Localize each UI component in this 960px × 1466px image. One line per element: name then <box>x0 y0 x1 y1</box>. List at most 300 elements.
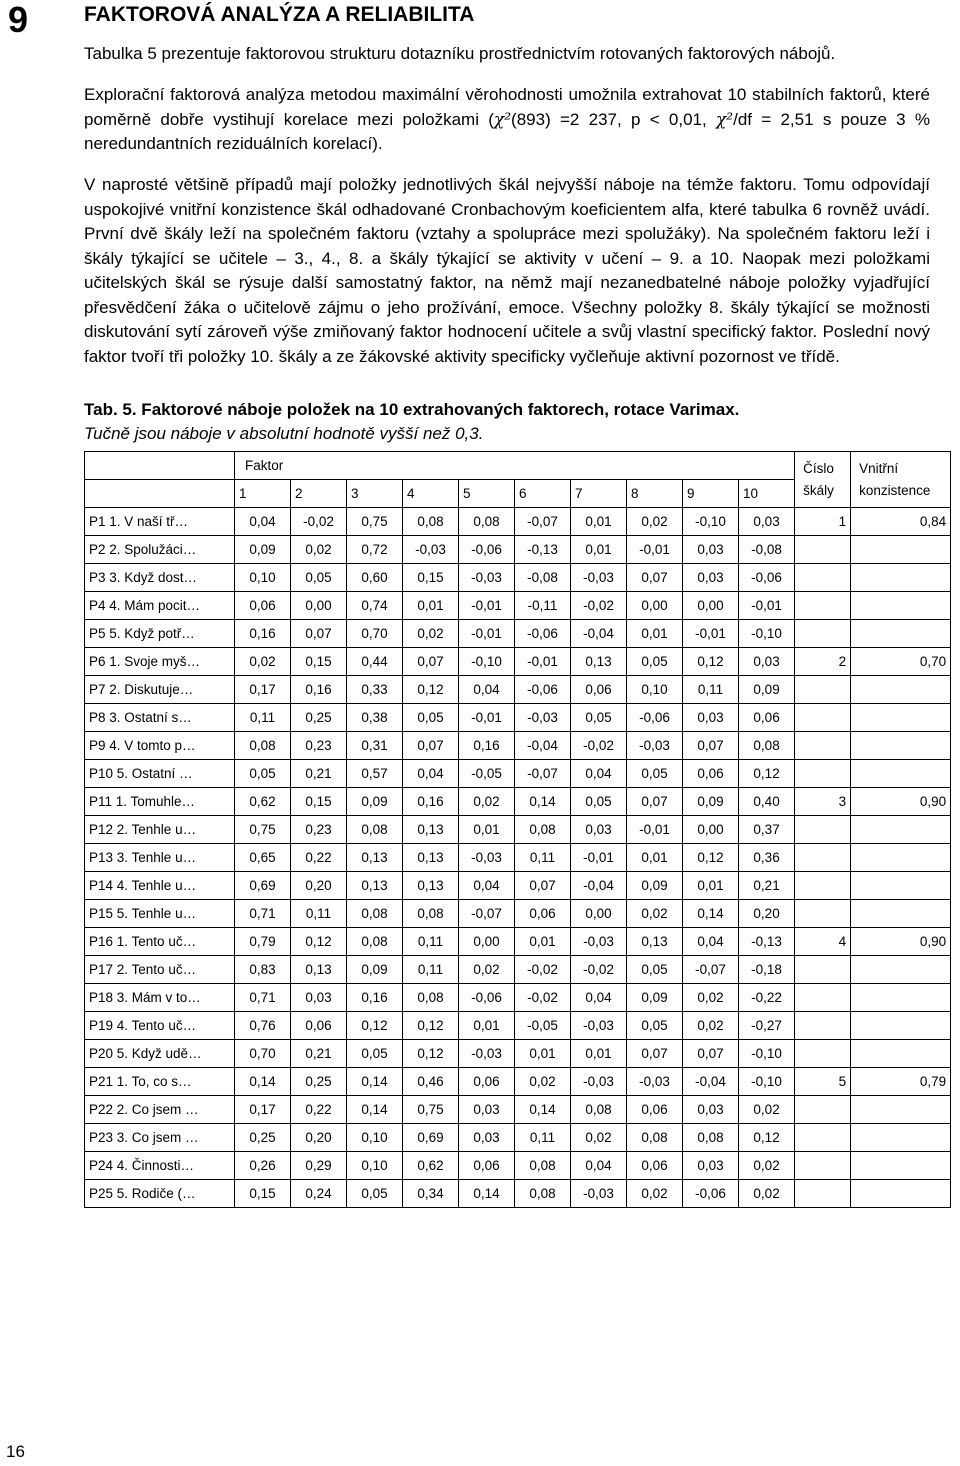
loading-cell: 0,07 <box>627 1040 683 1068</box>
loading-cell: -0,08 <box>515 564 571 592</box>
loading-cell: 0,11 <box>235 704 291 732</box>
loading-cell: 0,06 <box>235 592 291 620</box>
loading-cell: 0,08 <box>683 1124 739 1152</box>
loading-cell: 0,08 <box>459 508 515 536</box>
internal-consistency-cell <box>851 704 951 732</box>
chapter-title: FAKTOROVÁ ANALÝZA A RELIABILITA <box>84 3 475 26</box>
loading-cell: 0,20 <box>291 1124 347 1152</box>
loading-cell: 0,00 <box>291 592 347 620</box>
loading-cell: -0,01 <box>571 844 627 872</box>
factor-header: Faktor <box>235 452 795 480</box>
factor-number-header: 1 <box>235 480 291 508</box>
loading-cell: 0,08 <box>515 816 571 844</box>
loading-cell: -0,06 <box>739 564 795 592</box>
loading-cell: 0,13 <box>347 872 403 900</box>
internal-consistency-cell <box>851 536 951 564</box>
table-row <box>85 928 951 956</box>
factor-number-header: 3 <box>347 480 403 508</box>
loading-cell: 0,10 <box>347 1152 403 1180</box>
loading-cell: -0,04 <box>571 620 627 648</box>
loading-cell: 0,07 <box>403 648 459 676</box>
loading-cell: 0,04 <box>571 1152 627 1180</box>
table-row <box>85 732 951 760</box>
item-label: P6 1. Svoje myš… <box>85 648 235 676</box>
loading-cell: -0,06 <box>683 1180 739 1208</box>
internal-consistency-cell <box>851 1012 951 1040</box>
loading-cell: -0,04 <box>571 872 627 900</box>
loading-cell: 0,03 <box>459 1096 515 1124</box>
loading-cell: 0,01 <box>571 536 627 564</box>
loading-cell: 0,79 <box>235 928 291 956</box>
loading-cell: 0,04 <box>571 760 627 788</box>
loading-cell: 0,02 <box>739 1152 795 1180</box>
table-row <box>85 872 951 900</box>
loading-cell: -0,06 <box>627 704 683 732</box>
loading-cell: 0,16 <box>291 676 347 704</box>
loading-cell: 0,14 <box>515 788 571 816</box>
loading-cell: -0,18 <box>739 956 795 984</box>
item-label: P13 3. Tenhle u… <box>85 844 235 872</box>
loading-cell: -0,13 <box>739 928 795 956</box>
internal-consistency-cell <box>851 760 951 788</box>
loading-cell: 0,70 <box>235 1040 291 1068</box>
loading-cell: 0,02 <box>459 788 515 816</box>
scale-number-cell <box>795 676 851 704</box>
loading-cell: 0,13 <box>627 928 683 956</box>
loading-cell: 0,09 <box>235 536 291 564</box>
table-row <box>85 1040 951 1068</box>
loading-cell: 0,05 <box>571 704 627 732</box>
loading-cell: 0,06 <box>459 1068 515 1096</box>
table-header-corner <box>85 480 235 508</box>
internal-consistency-header: Vnitřní konzistence <box>851 452 951 508</box>
loading-cell: 0,16 <box>347 984 403 1012</box>
loading-cell: 0,22 <box>291 1096 347 1124</box>
loading-cell: -0,01 <box>515 648 571 676</box>
loading-cell: -0,03 <box>571 1180 627 1208</box>
loading-cell: 0,26 <box>235 1152 291 1180</box>
scale-number-cell <box>795 536 851 564</box>
loading-cell: -0,08 <box>739 536 795 564</box>
loading-cell: -0,03 <box>403 536 459 564</box>
loading-cell: 0,12 <box>347 1012 403 1040</box>
loading-cell: 0,12 <box>739 760 795 788</box>
loading-cell: 0,03 <box>683 536 739 564</box>
loading-cell: 0,02 <box>739 1180 795 1208</box>
table-row <box>85 1096 951 1124</box>
loading-cell: 0,14 <box>683 900 739 928</box>
page-number: 16 <box>6 1442 25 1461</box>
loading-cell: -0,07 <box>459 900 515 928</box>
table-caption-note: Tučně jsou náboje v absolutní hodnotě vyšší než 0,3. <box>84 424 484 443</box>
paragraph-interpretation: V naprosté většině případů mají položky jednotlivých škál nejvyšší náboje na témže faktoru. Tomu odpovídají uspokojivé vnitřní konzistence škál odhadované Cronbachovým koeficientem alfa, které tabulka 6 rovněž uvádí. První dvě škály leží na společném faktoru (vztahy a spolupráce mezi spolužáky). Na společném faktoru leží i škály týkající se učitele – 3., 4., 8. a škály týkající se aktivity v učení – 9. a 10. Naopak mezi položkami učitelských škál se rýsuje další samostatný faktor, na němž mají nezanedbatelné náboje položky vyjadřující přesvědčení žáka o učitelově zájmu o jeho prožívání, emoce. Všechny položky 8. škály týkající se možnosti diskutování sytí zároveň výše zmiňovaný faktor hodnocení učitele a svůj vlastní specifický faktor. Poslední nový faktor tvoří tři položky 10. škály a ze žákovské aktivity specificky vyčleňuje aktivní pozornost ve třídě. <box>84 175 930 366</box>
scale-number-cell <box>795 844 851 872</box>
loading-cell: 0,02 <box>235 648 291 676</box>
loading-cell: 0,09 <box>347 788 403 816</box>
loading-cell: 0,40 <box>739 788 795 816</box>
loading-cell: 0,03 <box>739 648 795 676</box>
loading-cell: 0,25 <box>235 1124 291 1152</box>
factor-number-header: 9 <box>683 480 739 508</box>
loading-cell: 0,12 <box>291 928 347 956</box>
loading-cell: 0,06 <box>291 1012 347 1040</box>
loading-cell: 0,13 <box>347 844 403 872</box>
factor-number-header: 7 <box>571 480 627 508</box>
scale-number-cell <box>795 760 851 788</box>
loading-cell: 0,02 <box>459 956 515 984</box>
table-row <box>85 760 951 788</box>
loading-cell: 0,10 <box>627 676 683 704</box>
loading-cell: 0,02 <box>627 900 683 928</box>
loading-cell: -0,05 <box>459 760 515 788</box>
loading-cell: 0,10 <box>347 1124 403 1152</box>
scale-number-cell <box>795 872 851 900</box>
loading-cell: 0,11 <box>683 676 739 704</box>
loading-cell: 0,06 <box>627 1096 683 1124</box>
loading-cell: 0,01 <box>459 816 515 844</box>
table-row <box>85 1068 951 1096</box>
loading-cell: 0,01 <box>627 844 683 872</box>
loading-cell: 0,05 <box>347 1180 403 1208</box>
loading-cell: 0,62 <box>403 1152 459 1180</box>
loading-cell: 0,57 <box>347 760 403 788</box>
loading-cell: 0,08 <box>739 732 795 760</box>
loading-cell: -0,01 <box>459 620 515 648</box>
loading-cell: 0,12 <box>403 1012 459 1040</box>
internal-consistency-cell <box>851 956 951 984</box>
scale-number-cell <box>795 1124 851 1152</box>
loading-cell: 0,08 <box>627 1124 683 1152</box>
loading-cell: 0,05 <box>235 760 291 788</box>
item-label: P2 2. Spolužáci… <box>85 536 235 564</box>
loading-cell: -0,03 <box>459 564 515 592</box>
loading-cell: 0,76 <box>235 1012 291 1040</box>
paragraph-intro: Tabulka 5 prezentuje faktorovou strukturu dotazníku prostřednictvím rotovaných faktorových nábojů. <box>84 44 836 63</box>
loading-cell: -0,01 <box>459 592 515 620</box>
scale-number-cell <box>795 592 851 620</box>
table-caption-title: Tab. 5. Faktorové náboje položek na 10 extrahovaných faktorech, rotace Varimax. <box>84 400 740 419</box>
loading-cell: 0,75 <box>403 1096 459 1124</box>
scale-number-cell <box>795 956 851 984</box>
loading-cell: 0,07 <box>515 872 571 900</box>
table-row <box>85 1152 951 1180</box>
loading-cell: 0,12 <box>683 844 739 872</box>
item-label: P4 4. Mám pocit… <box>85 592 235 620</box>
paragraph-analysis <box>84 83 930 157</box>
loading-cell: -0,07 <box>515 508 571 536</box>
loading-cell: 0,01 <box>459 1012 515 1040</box>
internal-consistency-cell <box>851 620 951 648</box>
loading-cell: 0,12 <box>683 648 739 676</box>
loading-cell: 0,22 <box>291 844 347 872</box>
loading-cell: 0,02 <box>739 1096 795 1124</box>
loading-cell: 0,07 <box>291 620 347 648</box>
internal-consistency-cell <box>851 1152 951 1180</box>
loading-cell: 0,04 <box>459 872 515 900</box>
loading-cell: 0,03 <box>459 1124 515 1152</box>
loading-cell: 0,13 <box>291 956 347 984</box>
loading-cell: 0,08 <box>515 1152 571 1180</box>
scale-number-cell <box>795 1012 851 1040</box>
loading-cell: 0,23 <box>291 732 347 760</box>
table-row <box>85 1012 951 1040</box>
item-label: P3 3. Když dost… <box>85 564 235 592</box>
loading-cell: 0,25 <box>291 1068 347 1096</box>
loading-cell: -0,01 <box>627 536 683 564</box>
item-label: P10 5. Ostatní … <box>85 760 235 788</box>
chapter-number: 9 <box>8 0 29 40</box>
table-row <box>85 1180 951 1208</box>
loading-cell: -0,01 <box>739 592 795 620</box>
table-row <box>85 984 951 1012</box>
loading-cell: -0,02 <box>291 508 347 536</box>
table-row <box>85 536 951 564</box>
scale-number-cell: 2 <box>795 648 851 676</box>
loading-cell: 0,00 <box>683 816 739 844</box>
loading-cell: -0,10 <box>683 508 739 536</box>
loading-cell: 0,37 <box>739 816 795 844</box>
loading-cell: 0,15 <box>291 648 347 676</box>
loading-cell: 0,08 <box>403 900 459 928</box>
loading-cell: 0,25 <box>291 704 347 732</box>
item-label: P8 3. Ostatní s… <box>85 704 235 732</box>
loading-cell: -0,03 <box>571 1068 627 1096</box>
loading-cell: -0,10 <box>739 620 795 648</box>
table-row <box>85 564 951 592</box>
loading-cell: 0,72 <box>347 536 403 564</box>
loading-cell: 0,02 <box>515 1068 571 1096</box>
scale-number-cell <box>795 564 851 592</box>
table-row <box>85 508 951 536</box>
internal-consistency-cell <box>851 564 951 592</box>
loading-cell: 0,04 <box>403 760 459 788</box>
table-header-corner <box>85 452 235 480</box>
loading-cell: 0,04 <box>235 508 291 536</box>
loading-cell: 0,12 <box>403 676 459 704</box>
loading-cell: -0,03 <box>459 1040 515 1068</box>
loading-cell: 0,05 <box>347 1040 403 1068</box>
loading-cell: 0,05 <box>291 564 347 592</box>
scale-number-cell: 3 <box>795 788 851 816</box>
loading-cell: -0,06 <box>459 536 515 564</box>
loading-cell: 0,02 <box>627 1180 683 1208</box>
loading-cell: 0,02 <box>683 984 739 1012</box>
loading-cell: -0,10 <box>739 1040 795 1068</box>
internal-consistency-cell <box>851 816 951 844</box>
loading-cell: 0,14 <box>347 1068 403 1096</box>
item-label: P12 2. Tenhle u… <box>85 816 235 844</box>
loading-cell: 0,83 <box>235 956 291 984</box>
loading-cell: 0,08 <box>347 816 403 844</box>
internal-consistency-cell: 0,90 <box>851 928 951 956</box>
scale-number-cell <box>795 732 851 760</box>
loading-cell: 0,15 <box>403 564 459 592</box>
loading-cell: 0,03 <box>291 984 347 1012</box>
loading-cell: 0,13 <box>403 844 459 872</box>
loading-cell: 0,15 <box>235 1180 291 1208</box>
loading-cell: 0,05 <box>403 704 459 732</box>
scale-number-cell: 4 <box>795 928 851 956</box>
loading-cell: 0,14 <box>459 1180 515 1208</box>
loading-cell: -0,02 <box>515 956 571 984</box>
table-row <box>85 900 951 928</box>
paragraph-analysis-part-c: /df = 2,51 s pouze 3 % neredundantních reziduálních korelací). <box>84 109 930 153</box>
loading-cell: 0,03 <box>683 1152 739 1180</box>
loading-cell: 0,04 <box>571 984 627 1012</box>
loading-cell: 0,70 <box>347 620 403 648</box>
loading-cell: 0,05 <box>571 788 627 816</box>
loading-cell: 0,21 <box>291 760 347 788</box>
loading-cell: -0,06 <box>459 984 515 1012</box>
item-label: P20 5. Když udě… <box>85 1040 235 1068</box>
loading-cell: 0,17 <box>235 676 291 704</box>
loading-cell: 0,09 <box>347 956 403 984</box>
loading-cell: 0,02 <box>403 620 459 648</box>
loading-cell: 0,74 <box>347 592 403 620</box>
loading-cell: 0,03 <box>683 704 739 732</box>
loading-cell: 0,13 <box>403 872 459 900</box>
item-label: P7 2. Diskutuje… <box>85 676 235 704</box>
loading-cell: 0,08 <box>235 732 291 760</box>
loading-cell: 0,11 <box>403 928 459 956</box>
table-row <box>85 844 951 872</box>
item-label: P11 1. Tomuhle… <box>85 788 235 816</box>
loading-cell: 0,07 <box>403 732 459 760</box>
loading-cell: -0,01 <box>627 816 683 844</box>
loading-cell: 0,44 <box>347 648 403 676</box>
loading-cell: 0,00 <box>459 928 515 956</box>
loading-cell: 0,38 <box>347 704 403 732</box>
loading-cell: 0,36 <box>739 844 795 872</box>
loading-cell: 0,69 <box>235 872 291 900</box>
loading-cell: 0,03 <box>683 1096 739 1124</box>
loading-cell: 0,08 <box>403 508 459 536</box>
loading-cell: -0,04 <box>515 732 571 760</box>
loading-cell: 0,02 <box>291 536 347 564</box>
loading-cell: 0,20 <box>291 872 347 900</box>
factor-number-header: 5 <box>459 480 515 508</box>
loading-cell: 0,23 <box>291 816 347 844</box>
loading-cell: -0,01 <box>683 620 739 648</box>
scale-number-cell <box>795 816 851 844</box>
loading-cell: 0,01 <box>627 620 683 648</box>
loading-cell: 0,14 <box>235 1068 291 1096</box>
loading-cell: -0,11 <box>515 592 571 620</box>
table-row <box>85 648 951 676</box>
table-row <box>85 816 951 844</box>
internal-consistency-cell <box>851 732 951 760</box>
loading-cell: -0,27 <box>739 1012 795 1040</box>
internal-consistency-cell <box>851 1040 951 1068</box>
table-row <box>85 956 951 984</box>
loading-cell: 0,14 <box>347 1096 403 1124</box>
loading-cell: 0,08 <box>403 984 459 1012</box>
factor-number-header: 4 <box>403 480 459 508</box>
scale-number-cell <box>795 1040 851 1068</box>
chi-square-symbol: χ² <box>493 109 512 130</box>
scale-number-cell <box>795 1152 851 1180</box>
scale-number-cell <box>795 620 851 648</box>
item-label: P18 3. Mám v to… <box>85 984 235 1012</box>
loading-cell: 0,05 <box>627 1012 683 1040</box>
item-label: P15 5. Tenhle u… <box>85 900 235 928</box>
loading-cell: -0,04 <box>683 1068 739 1096</box>
loading-cell: 0,69 <box>403 1124 459 1152</box>
loading-cell: 0,07 <box>683 732 739 760</box>
loading-cell: 0,12 <box>403 1040 459 1068</box>
loading-cell: 0,03 <box>739 508 795 536</box>
loading-cell: 0,01 <box>571 1040 627 1068</box>
loading-cell: -0,07 <box>683 956 739 984</box>
loading-cell: -0,03 <box>515 704 571 732</box>
loading-cell: 0,07 <box>683 1040 739 1068</box>
loading-cell: -0,13 <box>515 536 571 564</box>
loading-cell: 0,12 <box>739 1124 795 1152</box>
scale-number-cell <box>795 984 851 1012</box>
loading-cell: 0,01 <box>515 928 571 956</box>
factor-number-header: 2 <box>291 480 347 508</box>
loading-cell: 0,46 <box>403 1068 459 1096</box>
loading-cell: 0,13 <box>571 648 627 676</box>
loading-cell: 0,29 <box>291 1152 347 1180</box>
loading-cell: 0,00 <box>571 900 627 928</box>
loading-cell: 0,10 <box>235 564 291 592</box>
loading-cell: 0,05 <box>627 648 683 676</box>
factor-number-header: 8 <box>627 480 683 508</box>
item-label: P23 3. Co jsem … <box>85 1124 235 1152</box>
factor-number-header: 10 <box>739 480 795 508</box>
loading-cell: 0,06 <box>571 676 627 704</box>
table-row <box>85 1124 951 1152</box>
internal-consistency-cell <box>851 984 951 1012</box>
internal-consistency-cell: 0,84 <box>851 508 951 536</box>
item-label: P22 2. Co jsem … <box>85 1096 235 1124</box>
scale-number-cell: 5 <box>795 1068 851 1096</box>
item-label: P24 4. Činnosti… <box>85 1152 235 1180</box>
loading-cell: -0,06 <box>515 676 571 704</box>
loading-cell: -0,02 <box>515 984 571 1012</box>
internal-consistency-cell <box>851 676 951 704</box>
item-label: P17 2. Tento uč… <box>85 956 235 984</box>
loading-cell: 0,11 <box>403 956 459 984</box>
loading-cell: 0,03 <box>571 816 627 844</box>
loading-cell: 0,06 <box>627 1152 683 1180</box>
chi-square-symbol: χ² <box>715 109 734 130</box>
loading-cell: -0,03 <box>627 1068 683 1096</box>
loading-cell: -0,03 <box>571 928 627 956</box>
item-label: P16 1. Tento uč… <box>85 928 235 956</box>
loading-cell: 0,16 <box>403 788 459 816</box>
loading-cell: 0,16 <box>235 620 291 648</box>
loading-cell: 0,04 <box>459 676 515 704</box>
loading-cell: -0,07 <box>515 760 571 788</box>
loading-cell: 0,16 <box>459 732 515 760</box>
loading-cell: -0,02 <box>571 592 627 620</box>
scale-number-cell <box>795 1180 851 1208</box>
loading-cell: 0,06 <box>683 760 739 788</box>
loading-cell: -0,03 <box>459 844 515 872</box>
loading-cell: -0,03 <box>571 1012 627 1040</box>
item-label: P25 5. Rodiče (… <box>85 1180 235 1208</box>
loading-cell: 0,08 <box>515 1180 571 1208</box>
loading-cell: 0,13 <box>403 816 459 844</box>
loading-cell: -0,10 <box>459 648 515 676</box>
internal-consistency-cell <box>851 844 951 872</box>
loading-cell: 0,24 <box>291 1180 347 1208</box>
loading-cell: 0,09 <box>627 984 683 1012</box>
loading-cell: 0,09 <box>627 872 683 900</box>
loading-cell: 0,06 <box>739 704 795 732</box>
